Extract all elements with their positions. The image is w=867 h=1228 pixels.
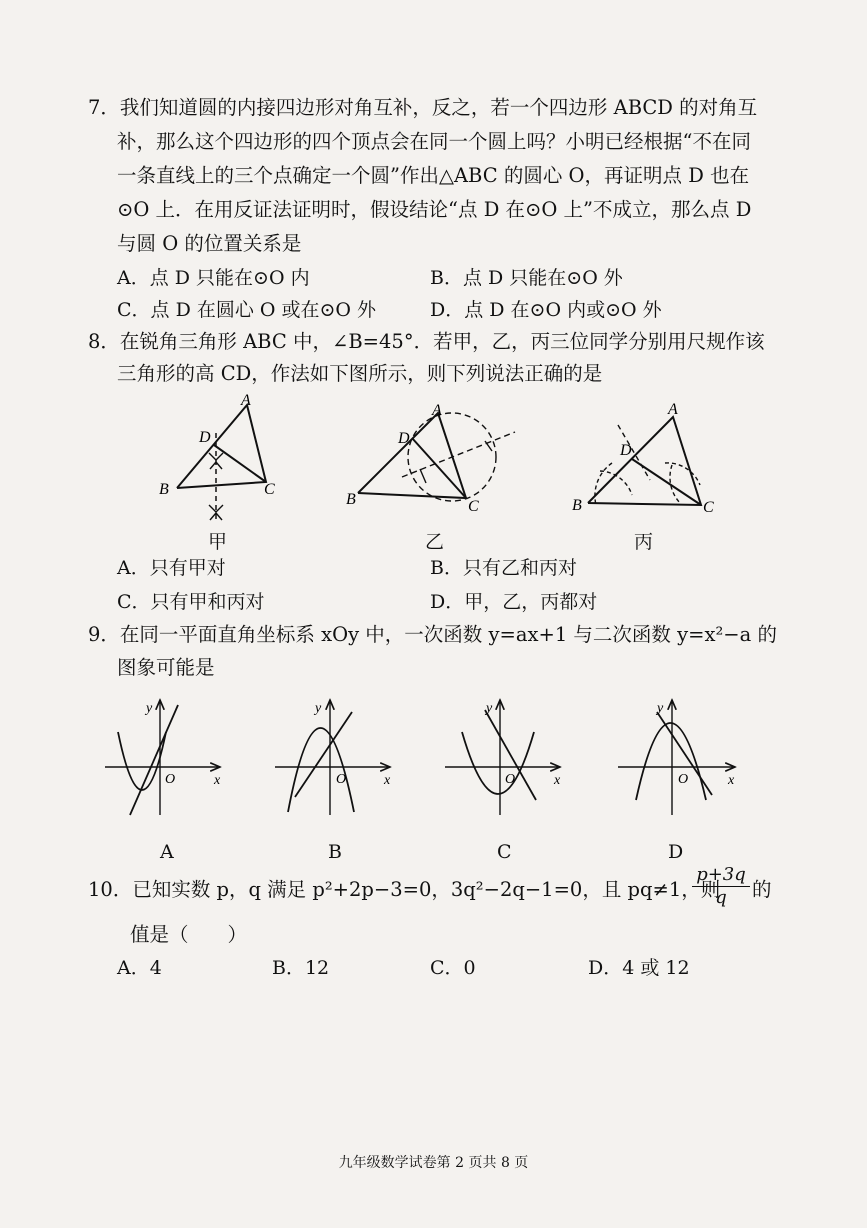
figure-bing — [588, 417, 701, 505]
graph-d-caption: D — [668, 841, 684, 863]
q8-line-1: 8．在锐角三角形 ABC 中，∠B=45°．若甲，乙，丙三位同学分别用尺规作该 — [88, 330, 765, 353]
graph-c-y-label: y — [486, 701, 493, 716]
graph-d-y-label: y — [657, 701, 664, 716]
q10-option-a: A．4 — [117, 957, 162, 979]
page-footer: 九年级数学试卷第 2 页共 8 页 — [338, 1155, 529, 1171]
q7-option-d: D．点 D 在⊙O 内或⊙O 外 — [430, 299, 662, 321]
graph-c-caption: C — [497, 841, 512, 863]
label-d-yi: D — [398, 430, 410, 447]
graph-b — [275, 700, 390, 815]
q7-option-a: A．点 D 只能在⊙O 内 — [117, 267, 310, 289]
q10-option-b: B．12 — [272, 957, 330, 979]
graph-c — [445, 700, 560, 815]
figure-yi — [358, 413, 515, 501]
graph-c-origin: O — [505, 772, 516, 787]
graph-b-x-label: x — [384, 773, 391, 788]
label-a-yi: A — [432, 402, 442, 419]
q8-figures — [0, 385, 867, 535]
caption-yi: 乙 — [425, 531, 445, 553]
caption-bing: 丙 — [634, 531, 654, 553]
label-c-yi: C — [468, 498, 479, 515]
caption-jia: 甲 — [208, 531, 228, 553]
q10-option-d: D．4 或 12 — [588, 957, 690, 979]
label-b-jia: B — [159, 481, 169, 498]
q7-line-1: 7．我们知道圆的内接四边形对角互补，反之，若一个四边形 ABCD 的对角互 — [88, 96, 758, 119]
graph-a — [105, 700, 220, 815]
label-a-bing: A — [668, 401, 678, 418]
q7-option-c: C．点 D 在圆心 O 或在⊙O 外 — [117, 299, 377, 321]
graph-a-y-label: y — [146, 701, 153, 716]
q7-line-4: ⊙O 上．在用反证法证明时，假设结论“点 D 在⊙O 上”不成立，那么点 D — [117, 198, 752, 221]
label-c-bing: C — [703, 499, 714, 516]
q8-option-d: D．甲，乙，丙都对 — [430, 591, 598, 613]
q7-option-b: B．点 D 只能在⊙O 外 — [430, 267, 623, 289]
q9-line-2: 图象可能是 — [117, 656, 215, 679]
graph-b-caption: B — [328, 841, 342, 863]
graph-b-y-label: y — [315, 701, 322, 716]
graph-d-x-label: x — [728, 773, 735, 788]
q10-option-c: C．0 — [430, 957, 476, 979]
q7-line-5: 与圆 O 的位置关系是 — [117, 232, 302, 255]
q7-line-2: 补，那么这个四边形的四个顶点会在同一个圆上吗？小明已经根据“不在同 — [117, 130, 751, 153]
figure-jia — [177, 405, 266, 520]
label-d-jia: D — [199, 429, 211, 446]
q9-graphs — [0, 690, 867, 830]
label-a-jia: A — [241, 392, 251, 409]
graph-d — [618, 700, 735, 815]
q7-line-3: 一条直线上的三个点确定一个圆”作出△ABC 的圆心 O，再证明点 D 也在 — [117, 164, 750, 187]
graph-b-origin: O — [336, 772, 347, 787]
q10-fraction — [692, 864, 750, 909]
q10-line-2: 值是（ ） — [130, 923, 248, 946]
graph-c-x-label: x — [554, 773, 561, 788]
q10-fraction-denominator: q — [715, 887, 727, 908]
q8-option-a: A．只有甲对 — [117, 557, 226, 579]
graph-a-origin: O — [165, 772, 176, 787]
q8-line-2: 三角形的高 CD，作法如下图所示，则下列说法正确的是 — [117, 362, 603, 385]
q8-option-b: B．只有乙和丙对 — [430, 557, 577, 579]
graph-a-x-label: x — [214, 773, 221, 788]
q10-line-1: 10．已知实数 p，q 满足 p²+2p−3=0，3q²−2q−1=0，且 pq≠1，则 — [88, 878, 721, 901]
label-d-bing: D — [620, 442, 632, 459]
label-c-jia: C — [264, 481, 275, 498]
graph-d-origin: O — [678, 772, 689, 787]
q10-line-1-end: 的 — [752, 878, 772, 901]
label-b-yi: B — [346, 491, 356, 508]
q9-line-1: 9．在同一平面直角坐标系 xOy 中，一次函数 y=ax+1 与二次函数 y=x²−a 的 — [88, 623, 777, 646]
q10-fraction-numerator: p+3q — [692, 864, 750, 887]
graph-a-caption: A — [160, 841, 174, 863]
label-b-bing: B — [572, 497, 582, 514]
q8-option-c: C．只有甲和丙对 — [117, 591, 265, 613]
